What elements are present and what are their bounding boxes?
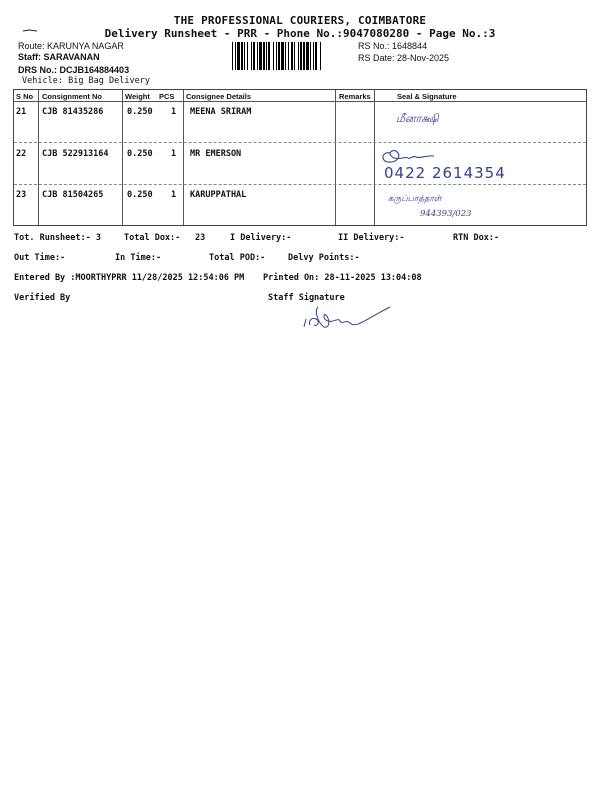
entered-by: Entered By :MOORTHYPRR 11/28/2025 12:54:06 PM (14, 273, 245, 283)
row-divider (14, 184, 586, 185)
rs-date-value: 28-Nov-2025 (397, 53, 450, 63)
col-divider (374, 90, 375, 225)
route-line (18, 41, 124, 51)
out-time: Out Time:- (14, 253, 66, 263)
total-dox-value: 23 (195, 233, 206, 243)
route-value: KARUNYA NAGAR (47, 41, 124, 51)
row2-handwritten-phone: 0422 2614354 (384, 164, 506, 182)
barcode-image (232, 42, 354, 70)
row-consignee: MR EMERSON (190, 149, 242, 159)
staff-value: SARAVANAN (43, 52, 100, 62)
row-consignment: CJB 81504265 (42, 190, 104, 200)
runsheet-subtitle: Delivery Runsheet - PRR - Phone No.:9047080280 - Page No.:3 (104, 27, 496, 40)
rs-no-label: RS No.: (358, 41, 390, 51)
total-pod: Total POD:- (209, 253, 266, 263)
drs-label: DRS No.: (18, 65, 57, 75)
row-consignment: CJB 522913164 (42, 149, 109, 159)
col-header-sno: S No (16, 92, 34, 101)
row-pcs: 1 (171, 107, 177, 117)
staff-signature-label: Staff Signature (268, 293, 345, 303)
col-header-weight: Weight (125, 92, 150, 101)
row-consignment: CJB 81435286 (42, 107, 104, 117)
rs-no-line (358, 41, 427, 51)
vehicle-line (22, 76, 150, 86)
staff-label: Staff: (18, 52, 41, 62)
rtn-dox: RTN Dox:- (453, 233, 500, 243)
total-dox-label: Total Dox:- (124, 233, 181, 243)
drs-value: DCJB164884403 (59, 65, 130, 75)
row-sno: 21 (16, 107, 27, 117)
i-delivery: I Delivery:- (230, 233, 292, 243)
tot-runsheet: Tot. Runsheet:- 3 (14, 233, 101, 243)
row-pcs: 1 (171, 149, 177, 159)
col-divider (122, 90, 123, 225)
rs-no-value: 1648844 (392, 41, 428, 51)
header-divider (14, 101, 586, 102)
row-weight: 0.250 (127, 190, 153, 200)
row3-handwritten-phone: 944393/023 (420, 209, 472, 219)
row-pcs: 1 (171, 190, 177, 200)
company-title: THE PROFESSIONAL COURIERS, COIMBATORE (173, 14, 427, 27)
row-weight: 0.250 (127, 107, 153, 117)
row-divider (14, 142, 586, 143)
row1-handwritten-signature: மீனாக்ஷி (396, 112, 439, 125)
col-header-pcs: PCS (159, 92, 175, 101)
row-sno: 23 (16, 190, 27, 200)
row-consignee: MEENA SRIRAM (190, 107, 252, 117)
col-header-consignment: Consignment No (42, 92, 102, 101)
row-weight: 0.250 (127, 149, 153, 159)
verified-by: Verified By (14, 293, 71, 303)
col-header-consignee: Consignee Details (186, 92, 252, 101)
row-consignee: KARUPPATHAL (190, 190, 247, 200)
row3-handwritten-name: கருப்பாத்தாள் (388, 194, 442, 204)
staff-signature-scribble (296, 297, 396, 339)
in-time: In Time:- (115, 253, 162, 263)
row-sno: 22 (16, 149, 27, 159)
drs-line (18, 65, 129, 75)
ii-delivery: II Delivery:- (338, 233, 405, 243)
col-divider (335, 90, 336, 225)
runsheet-table (13, 89, 587, 226)
rs-date-line (358, 53, 449, 63)
col-header-remarks: Remarks (339, 92, 371, 101)
printed-on: Printed On: 28-11-2025 13:04:08 (263, 273, 422, 283)
col-divider (183, 90, 184, 225)
delvy-points: Delvy Points:- (288, 253, 360, 263)
route-label: Route: (18, 41, 45, 51)
vehicle-label: Vehicle: (22, 76, 63, 86)
staff-line (18, 52, 100, 62)
rs-date-label: RS Date: (358, 53, 395, 63)
col-header-seal-signature: Seal & Signature (397, 92, 457, 101)
col-divider (38, 90, 39, 225)
vehicle-value: Big Bag Delivery (68, 76, 150, 86)
